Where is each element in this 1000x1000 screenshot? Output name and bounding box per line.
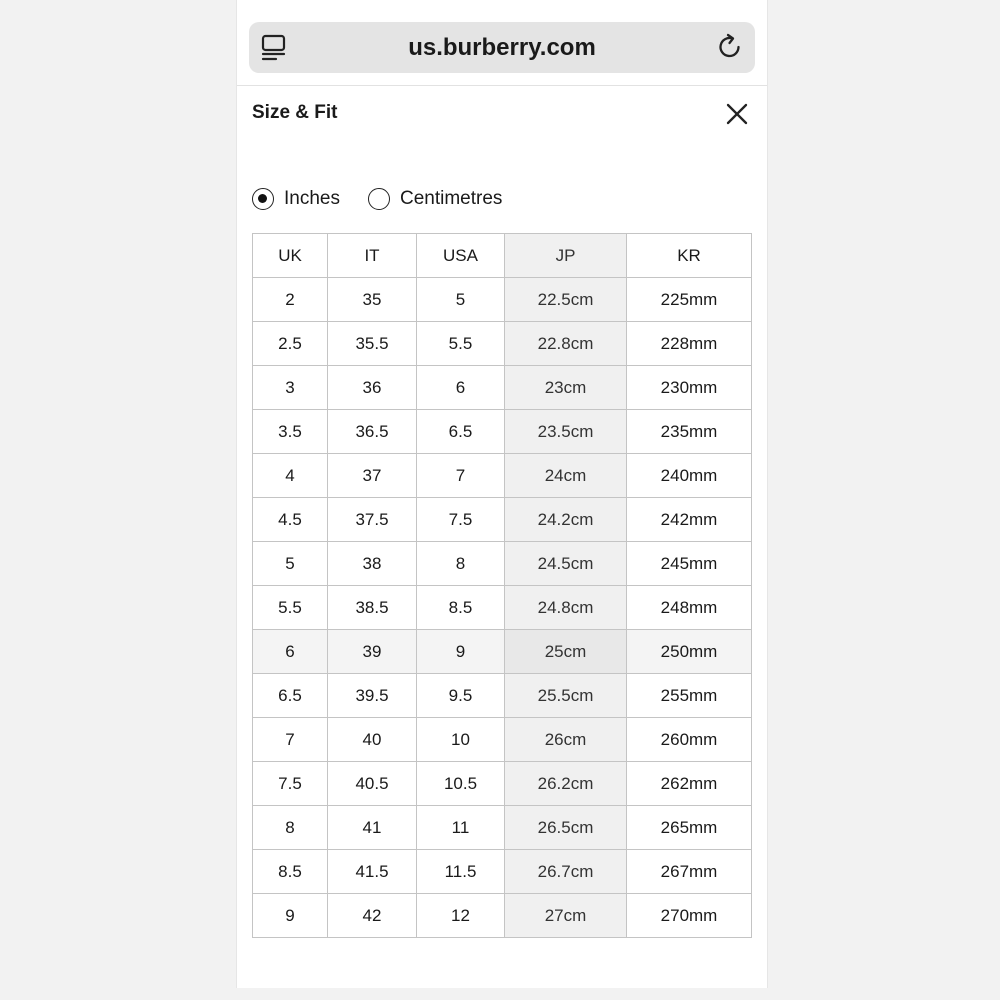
table-cell-uk: 9 (253, 894, 328, 938)
table-cell-usa: 6 (417, 366, 505, 410)
table-cell-jp: 24.2cm (505, 498, 627, 542)
table-cell-kr: 255mm (627, 674, 752, 718)
table-row (253, 674, 752, 718)
url-text[interactable]: us.burberry.com (408, 34, 596, 61)
table-cell-uk: 3.5 (253, 410, 328, 454)
size-conversion-table (252, 233, 752, 938)
table-cell-uk: 7 (253, 718, 328, 762)
table-row (253, 850, 752, 894)
table-cell-usa: 9.5 (417, 674, 505, 718)
table-cell-usa: 9 (417, 630, 505, 674)
column-header-kr: KR (627, 234, 752, 278)
table-row (253, 630, 752, 674)
table-cell-kr: 270mm (627, 894, 752, 938)
table-cell-it: 35 (328, 278, 417, 322)
table-cell-kr: 248mm (627, 586, 752, 630)
table-cell-it: 42 (328, 894, 417, 938)
table-row (253, 454, 752, 498)
table-cell-it: 39.5 (328, 674, 417, 718)
table-cell-jp: 24.8cm (505, 586, 627, 630)
table-row (253, 806, 752, 850)
table-cell-it: 37.5 (328, 498, 417, 542)
table-cell-kr: 225mm (627, 278, 752, 322)
table-cell-kr: 265mm (627, 806, 752, 850)
unit-label-centimetres: Centimetres (399, 188, 503, 209)
table-cell-uk: 4.5 (253, 498, 328, 542)
radio-checked-icon[interactable] (252, 188, 274, 210)
table-cell-jp: 24.5cm (505, 542, 627, 586)
table-cell-uk: 8.5 (253, 850, 328, 894)
table-cell-usa: 7 (417, 454, 505, 498)
table-cell-it: 35.5 (328, 322, 417, 366)
table-cell-uk: 8 (253, 806, 328, 850)
table-cell-uk: 2.5 (253, 322, 328, 366)
table-cell-jp: 22.5cm (505, 278, 627, 322)
table-cell-kr: 228mm (627, 322, 752, 366)
table-row (253, 410, 752, 454)
sheet-title: Size & Fit (252, 102, 338, 123)
table-cell-it: 37 (328, 454, 417, 498)
table-cell-usa: 6.5 (417, 410, 505, 454)
table-cell-kr: 230mm (627, 366, 752, 410)
table-cell-usa: 10.5 (417, 762, 505, 806)
table-cell-usa: 8.5 (417, 586, 505, 630)
table-cell-uk: 3 (253, 366, 328, 410)
table-row (253, 762, 752, 806)
unit-selector (252, 185, 530, 213)
table-cell-kr: 262mm (627, 762, 752, 806)
table-cell-usa: 5 (417, 278, 505, 322)
table-row (253, 366, 752, 410)
table-row (253, 498, 752, 542)
table-cell-jp: 26.5cm (505, 806, 627, 850)
table-cell-uk: 5 (253, 542, 328, 586)
table-cell-uk: 4 (253, 454, 328, 498)
table-cell-kr: 267mm (627, 850, 752, 894)
table-cell-jp: 26.7cm (505, 850, 627, 894)
table-row (253, 718, 752, 762)
table-cell-kr: 235mm (627, 410, 752, 454)
radio-unchecked-icon[interactable] (368, 188, 390, 210)
table-cell-it: 38 (328, 542, 417, 586)
table-cell-usa: 7.5 (417, 498, 505, 542)
table-cell-usa: 8 (417, 542, 505, 586)
table-cell-kr: 250mm (627, 630, 752, 674)
table-cell-it: 36.5 (328, 410, 417, 454)
table-row (253, 894, 752, 938)
table-cell-it: 36 (328, 366, 417, 410)
table-cell-uk: 2 (253, 278, 328, 322)
table-cell-it: 39 (328, 630, 417, 674)
table-cell-kr: 240mm (627, 454, 752, 498)
table-cell-uk: 7.5 (253, 762, 328, 806)
table-cell-usa: 12 (417, 894, 505, 938)
table-cell-it: 41.5 (328, 850, 417, 894)
table-row (253, 322, 752, 366)
table-row (253, 586, 752, 630)
table-cell-jp: 23.5cm (505, 410, 627, 454)
table-cell-jp: 23cm (505, 366, 627, 410)
unit-option-inches[interactable] (252, 188, 340, 210)
table-cell-uk: 6 (253, 630, 328, 674)
table-cell-jp: 27cm (505, 894, 627, 938)
column-header-uk: UK (253, 234, 328, 278)
reload-icon[interactable] (715, 32, 745, 62)
table-cell-jp: 24cm (505, 454, 627, 498)
table-cell-jp: 25cm (505, 630, 627, 674)
table-cell-it: 41 (328, 806, 417, 850)
table-cell-jp: 26.2cm (505, 762, 627, 806)
table-row (253, 542, 752, 586)
unit-label-inches: Inches (284, 188, 340, 209)
column-header-jp: JP (505, 234, 627, 278)
table-cell-usa: 10 (417, 718, 505, 762)
table-cell-uk: 6.5 (253, 674, 328, 718)
table-cell-jp: 25.5cm (505, 674, 627, 718)
column-header-usa: USA (417, 234, 505, 278)
close-icon[interactable] (723, 100, 751, 128)
table-cell-jp: 22.8cm (505, 322, 627, 366)
table-row (253, 278, 752, 322)
table-cell-kr: 245mm (627, 542, 752, 586)
column-header-it: IT (328, 234, 417, 278)
table-cell-it: 40 (328, 718, 417, 762)
table-cell-it: 38.5 (328, 586, 417, 630)
table-cell-uk: 5.5 (253, 586, 328, 630)
table-cell-kr: 242mm (627, 498, 752, 542)
table-cell-jp: 26cm (505, 718, 627, 762)
address-bar[interactable] (249, 22, 755, 73)
table-cell-kr: 260mm (627, 718, 752, 762)
unit-option-centimetres[interactable] (368, 188, 502, 210)
table-cell-usa: 11 (417, 806, 505, 850)
table-cell-usa: 5.5 (417, 322, 505, 366)
table-header-row (253, 234, 752, 278)
table-cell-it: 40.5 (328, 762, 417, 806)
header-divider (237, 85, 767, 86)
table-cell-usa: 11.5 (417, 850, 505, 894)
phone-screen (236, 0, 768, 988)
